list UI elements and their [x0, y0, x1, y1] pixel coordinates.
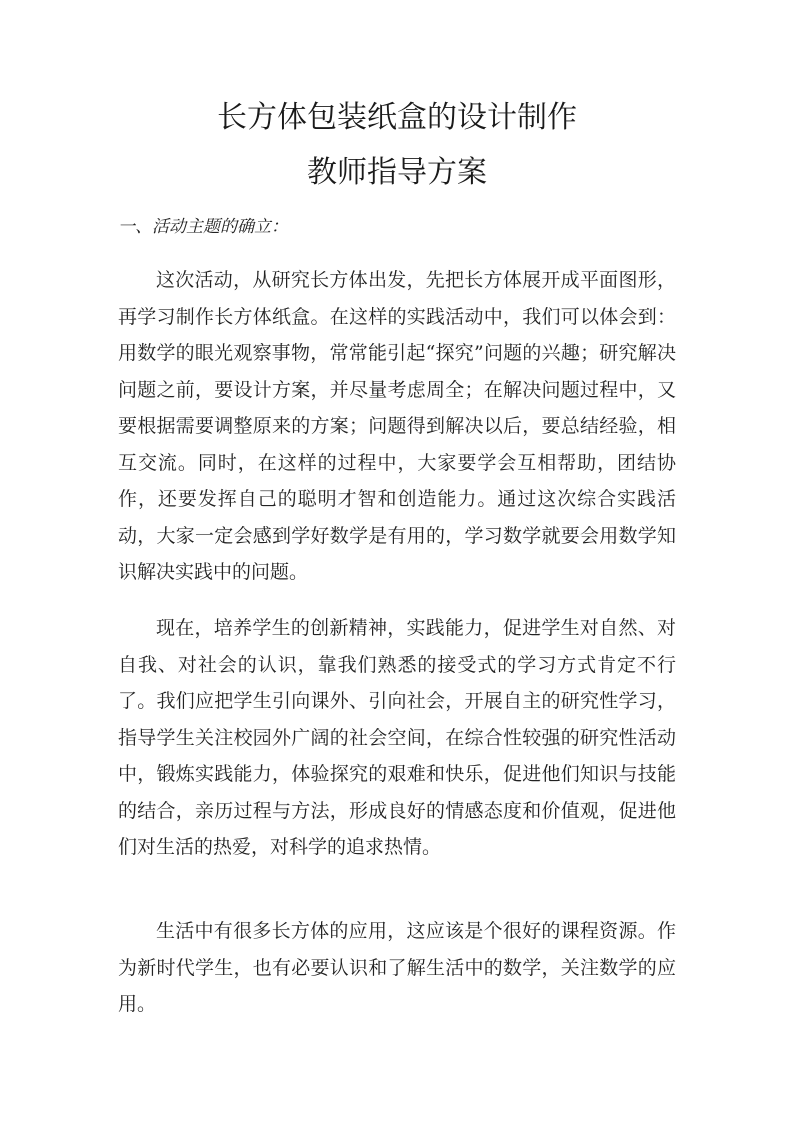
paragraph: 现在，培养学生的创新精神，实践能力，促进学生对自然、对自我、对社会的认识，靠我们熟悉的接受式的学习方式肯定不行了。我们应把学生引向课外、引向社会，开展自主的研究性学习，指导学生关注校园外广阔的社会空间，在综合性较强的研究性活动中，锻炼实践能力，体验探究的艰难和快乐，促进他们知识与技能的结合，亲历过程与方法，形成良好的情感态度和价值观，促进他们对生活的热爱，对科学的追求热情。	[118, 617, 676, 858]
paragraph: 生活中有很多长方体的应用，这应该是个很好的课程资源。作为新时代学生，也有必要认识和了解生活中的数学，关注数学的应用。	[118, 920, 676, 1015]
paragraph: 这次活动，从研究长方体出发，先把长方体展开成平面图形，再学习制作长方体纸盒。在这样的实践活动中，我们可以体会到：用数学的眼光观察事物，常常能引起“探究”问题的兴趣；研究解决问题之前，要设计方案，并尽量考虑周全；在解决问题过程中，又要根据需要调整原来的方案；问题得到解决以后，要总结经验，相互交流。同时，在这样的过程中，大家要学会互相帮助，团结协作，还要发挥自己的聪明才智和创造能力。通过这次综合实践活动，大家一定会感到学好数学是有用的，学习数学就要会用数学知识解决实践中的问题。	[118, 269, 676, 583]
document-subtitle: 教师指导方案	[307, 155, 487, 190]
section-heading: 一、活动主题的确立：	[118, 217, 288, 237]
document-title: 长方体包装纸盒的设计制作	[217, 100, 577, 135]
